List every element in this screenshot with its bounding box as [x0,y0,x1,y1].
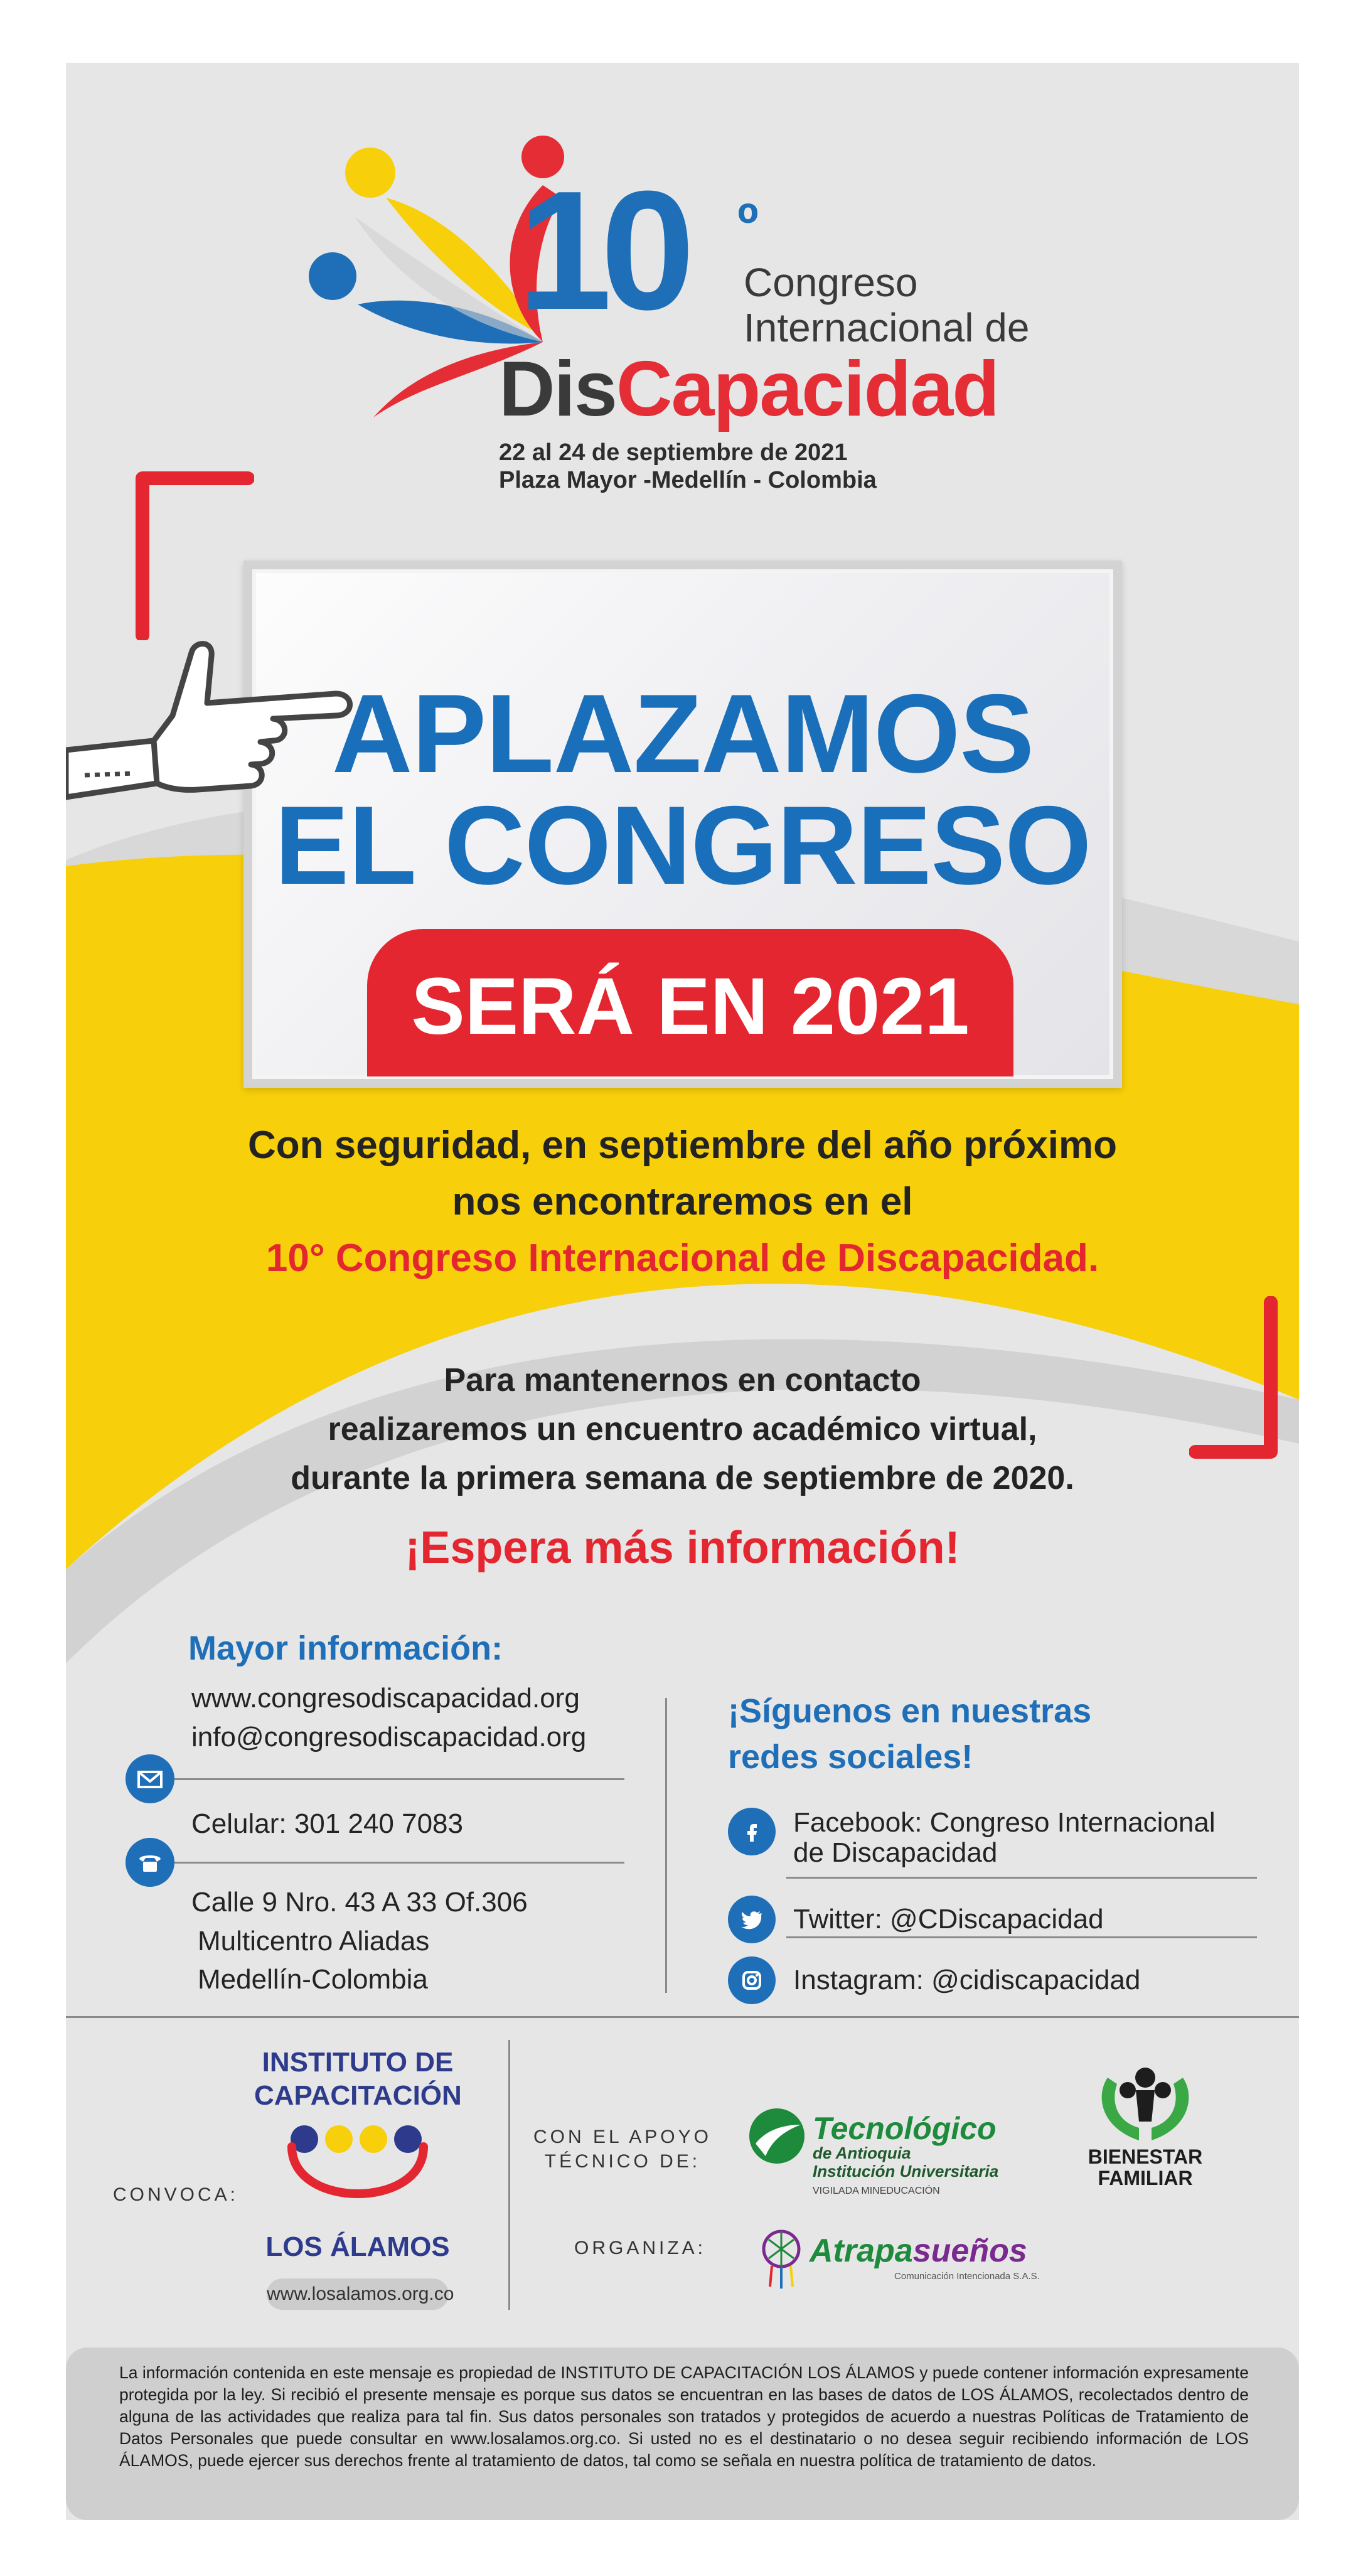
announcement-line1: Con seguridad, en septiembre del año próximo [248,1124,1117,1167]
institute-name-line3: LOS ÁLAMOS [265,2231,450,2262]
headline [243,671,1122,908]
organiza-label: ORGANIZA: [574,2238,707,2258]
tecnologico-name: Tecnológico [813,2111,997,2146]
instagram-icon [728,1956,776,2004]
envelope-icon [126,1754,174,1803]
logo-ordinal: º [737,192,759,256]
bienestar-text-line2: FAMILIAR [1098,2166,1193,2189]
institute-name-line1: INSTITUTO DE [262,2047,454,2078]
event-venue: Plaza Mayor -Medellín - Colombia [499,466,877,493]
announcement-line3: 10° Congreso Internacional de Discapacidad. [265,1236,1099,1280]
apoyo-label-line2: TÉCNICO DE: [544,2151,701,2172]
atrapasuenos-subtitle: Comunicación Intencionada S.A.S. [894,2271,1040,2282]
address-line2: Multicentro Aliadas [198,1925,430,1956]
atrapasuenos-name [810,2232,1027,2270]
divider [141,1862,624,1864]
tecnologico-subtitle [813,2144,998,2180]
social-title-line2: redes sociales! [728,1737,973,1776]
twitter-label: Twitter: @CDiscapacidad [793,1904,1104,1935]
logo-number: 10 [518,156,684,345]
twitter-icon [728,1896,776,1943]
apoyo-label-line1: CON EL APOYO [533,2127,712,2147]
dreamcatcher-icon [756,2227,806,2290]
logo-capacidad: Capacidad [616,346,999,432]
footer-divider [66,2016,1299,2018]
tecnologico-subtitle-line2: Institución Universitaria [813,2161,999,2181]
instagram-row[interactable] [728,1956,1140,2004]
institute-url[interactable]: www.losalamos.org.co [267,2278,449,2310]
disclaimer-text: La información contenida en este mensaje es propiedad de INSTITUTO DE CAPACITACIÓN LOS ÁLAMOS y puede contener información expresamente protegida por la ley. Si recibió el presente mensaje es porque sus datos se encuentran en las bases de datos de LOS ÁLAMOS, recolectados dentro de alguna de las actividades que realiza para tal fin. Sus datos personales son tratados y protegidos de acuerdo a nuestras Políticas de Tratamiento de Datos Personales que puede consultar en www.losalamos.org.co. Si usted no es el destinatario o no desea seguir recibiendo información de LOS ÁLAMOS, puede ejercer sus derechos frente al tratamiento de datos, tal como se señala en nuestra política de tratamiento de datos. [119,2363,1249,2470]
facebook-row[interactable] [728,1808,1216,1869]
address-line3: Medellín-Colombia [198,1964,428,1995]
facebook-label [793,1808,1216,1869]
divider [786,1877,1257,1879]
convoca-label: CONVOCA: [113,2184,239,2205]
apoyo-label [533,2125,712,2174]
facebook-label-line2: de Discapacidad [793,1837,998,1869]
headline-line1: APLAZAMOS [331,671,1034,796]
address-line1: Calle 9 Nro. 43 A 33 Of.306 [191,1887,528,1918]
institute-name-line2: CAPACITACIÓN [254,2080,462,2111]
logo-congreso-text [744,260,1029,350]
tecnologico-logo-icon [747,2106,807,2166]
vertical-divider [665,1698,667,1993]
website-link[interactable]: www.congresodiscapacidad.org [191,1683,580,1714]
bienestar-familiar-logo-icon [1082,2059,1208,2147]
phone-icon [126,1838,174,1887]
virtual-meeting-line3: durante la primera semana de septiembre de 2020. [291,1460,1074,1496]
postal-address [191,1883,528,1999]
contact-title: Mayor información: [188,1629,503,1667]
bienestar-familiar-text [1076,2147,1214,2189]
instagram-label: Instagram: @cidiscapacidad [793,1965,1141,1995]
event-dates [499,439,877,494]
atrapasuenos-part2: sueños [912,2233,1027,2269]
atrapasuenos-part1: Atrapa [810,2233,913,2269]
tecnologico-subtitle-line1: de Antioquia [813,2144,911,2162]
virtual-meeting-line2: realizaremos un encuentro académico virtual, [328,1411,1037,1447]
facebook-icon [728,1808,776,1855]
divider [786,1936,1257,1938]
institute-name [254,2046,461,2113]
flyer-card [66,63,1299,2520]
vertical-divider [508,2040,510,2310]
logo-congreso-line1: Congreso [744,260,918,305]
email-link[interactable]: info@congresodiscapacidad.org [191,1721,587,1752]
virtual-meeting-line1: Para mantenernos en contacto [444,1362,921,1398]
bienestar-text-line1: BIENESTAR [1088,2145,1203,2168]
announcement-paragraph [66,1117,1299,1287]
social-title-line1: ¡Síguenos en nuestras [728,1692,1092,1730]
event-dates-line1: 22 al 24 de septiembre de 2021 [499,439,848,466]
phone-number: Celular: 301 240 7083 [191,1808,463,1839]
tecnologico-vigilada: VIGILADA MINEDUCACIÓN [813,2186,940,2196]
virtual-meeting-paragraph [66,1356,1299,1503]
logo-discapacidad [499,346,999,432]
pointing-hand-icon [66,615,367,822]
divider [141,1778,624,1780]
banner-text: SERÁ EN 2021 [411,962,970,1051]
logo-congreso-line2: Internacional de [744,304,1030,350]
social-title [728,1688,1091,1780]
logo-dis: Dis [499,346,616,432]
announcement-line2: nos encontraremos en el [452,1179,913,1223]
facebook-label-line1: Facebook: Congreso Internacional [793,1807,1216,1838]
contact-web [191,1679,586,1756]
headline-line2: EL CONGRESO [274,783,1091,908]
espera-callout: ¡Espera más información! [405,1523,960,1573]
